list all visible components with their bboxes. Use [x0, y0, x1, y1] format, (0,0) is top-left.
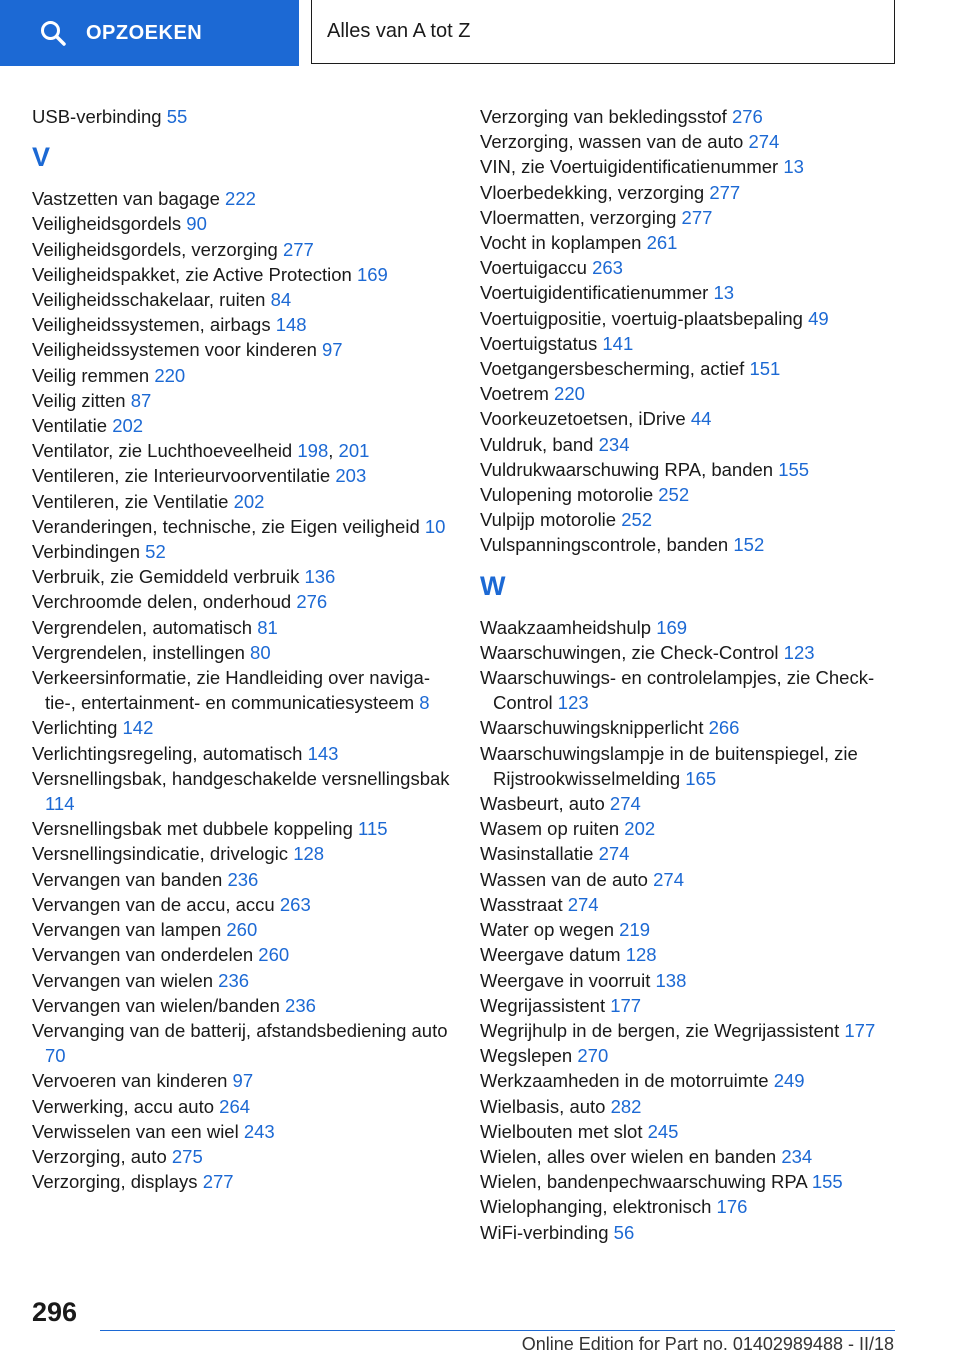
index-entry-text: Vulpijp motorolie: [480, 509, 617, 531]
index-entry: [32, 1119, 452, 1144]
page-link[interactable]: 274: [567, 893, 599, 915]
index-entry-text: Veiligheidsgordels: [32, 213, 182, 235]
page-link[interactable]: 245: [647, 1120, 679, 1142]
page-link[interactable]: 44: [690, 408, 712, 430]
index-entry-text: Verzorging, displays: [32, 1171, 198, 1193]
page-link[interactable]: 236: [285, 994, 316, 1016]
index-entry-text: Voertuigaccu: [480, 257, 587, 279]
index-entry: [480, 356, 900, 381]
page-link[interactable]: 220: [554, 383, 585, 405]
index-entry-text: Waarschuwingslampje in de buitenspiegel, zie Rijstrookwisselmelding: [480, 742, 858, 789]
index-entry-text: Versnellingsbak met dubbele koppeling: [32, 818, 353, 840]
index-entry: [32, 1068, 452, 1093]
index-entry-text: Voetgangersbescherming, actief: [480, 358, 745, 380]
index-entry: [480, 993, 900, 1018]
index-entry-text: Waarschuwingen, zie Check-Control: [480, 641, 779, 663]
page-link[interactable]: 252: [621, 509, 653, 531]
page-link[interactable]: 202: [624, 818, 656, 840]
section-letter: W: [480, 570, 506, 601]
page-link[interactable]: 142: [122, 717, 154, 739]
index-entry-text: Waakzaamheidshulp: [480, 616, 652, 638]
footer-divider: [100, 1330, 895, 1331]
page-link[interactable]: 201: [338, 440, 370, 462]
index-entry-text: USB-verbinding: [32, 106, 162, 127]
index-entry: [480, 1119, 900, 1144]
index-entry: [32, 665, 452, 715]
index-entry: [480, 1194, 900, 1219]
page-link[interactable]: 49: [808, 307, 829, 329]
index-entry-text: Vergrendelen, instellingen: [32, 641, 245, 663]
page-link[interactable]: 275: [171, 1145, 203, 1167]
index-entry: [480, 841, 900, 866]
index-entry: [32, 1094, 452, 1119]
index-entry: [480, 457, 900, 482]
page-link[interactable]: 276: [731, 106, 763, 127]
page-link[interactable]: 177: [610, 994, 642, 1016]
page-link[interactable]: 277: [202, 1171, 234, 1193]
index-entry-text: Veiligheidsgordels, verzorging: [32, 238, 278, 260]
index-entry: [32, 287, 452, 312]
index-entry: [480, 205, 900, 230]
page-link[interactable]: 169: [356, 263, 388, 285]
search-button[interactable]: [0, 0, 299, 66]
index-entry-text: Ventilator, zie Luchthoeveelheid: [32, 440, 293, 462]
index-entry-text: Vulspanningscontrole, banden: [480, 534, 729, 556]
index-entry: [32, 1144, 452, 1169]
page-link[interactable]: 277: [282, 238, 314, 260]
page-link[interactable]: 56: [613, 1221, 635, 1243]
index-entry-text: Vervanging van de batterij, afstandsbediening auto: [32, 1019, 448, 1041]
index-entry: [480, 1094, 900, 1119]
page-link[interactable]: 198: [297, 440, 329, 462]
search-icon: [40, 20, 66, 46]
index-entry-text: Veiligheidssystemen, airbags: [32, 314, 271, 336]
page-link[interactable]: 263: [592, 257, 623, 279]
index-entry-text: Vuldrukwaarschuwing RPA, banden: [480, 458, 774, 480]
page-link[interactable]: 128: [293, 843, 325, 865]
index-entry-text: Vloermatten, verzorging: [480, 206, 677, 228]
search-label: OPZOEKEN: [86, 21, 203, 44]
index-entry-text: Wasinstallatie: [480, 843, 594, 865]
index-entry: [480, 1169, 900, 1194]
index-entry-text: Verkeersinformatie, zie Handleiding over navigatie-, entertainment- en communicatiesysteem: [32, 667, 430, 714]
index-entry-text: Vloerbedekking, verzorging: [480, 181, 705, 203]
page-link[interactable]: 97: [232, 1070, 254, 1092]
index-entry-text: Verzorging, wassen van de auto: [480, 131, 744, 153]
index-entry: [32, 237, 452, 262]
index-entry: [480, 892, 900, 917]
page-link[interactable]: 52: [145, 541, 166, 563]
index-entry-text: Verlichting: [32, 717, 118, 739]
index-entry: [32, 463, 452, 488]
index-entry: [32, 489, 452, 514]
page-link[interactable]: 202: [112, 415, 144, 437]
page-link[interactable]: 264: [219, 1095, 251, 1117]
page-link[interactable]: 236: [227, 868, 259, 890]
index-entry: [480, 331, 900, 356]
page-link[interactable]: 177: [844, 1019, 876, 1041]
index-entry: [32, 993, 452, 1018]
index-entry-text: Versnellingsindicatie, drivelogic: [32, 843, 289, 865]
index-entry-text: Verwerking, accu auto: [32, 1095, 215, 1117]
index-entry-text: Vervangen van onderdelen: [32, 944, 254, 966]
index-entry: [32, 589, 452, 614]
index-entry-text: Wegrijhulp in de bergen, zie Wegrijassistent: [480, 1019, 840, 1041]
index-entry: [32, 262, 452, 287]
page-link[interactable]: 219: [619, 919, 651, 941]
index-entry: [480, 507, 900, 532]
index-entry-text: Veiligheidssystemen voor kinderen: [32, 339, 317, 361]
page-number: 296: [32, 1297, 78, 1327]
index-entry: [32, 615, 452, 640]
index-entry-text: Ventilatie: [32, 415, 108, 437]
index-entry-text: Water op wegen: [480, 919, 615, 941]
index-entry: [32, 968, 452, 993]
index-entry-text: Veiligheidspakket, zie Active Protection: [32, 263, 352, 285]
index-entry: [480, 942, 900, 967]
index-entry-text: Veranderingen, technische, zie Eigen veiligheid: [32, 515, 420, 537]
index-entry: [480, 816, 900, 841]
index-entry: [480, 104, 900, 129]
page-link[interactable]: 236: [218, 969, 250, 991]
page-link[interactable]: 70: [45, 1045, 66, 1067]
page-link[interactable]: 169: [656, 616, 688, 638]
index-entry-text: Ventileren, zie Interieurvoorventilatie: [32, 465, 331, 487]
index-entry-text: Vergrendelen, automatisch: [32, 616, 253, 638]
index-entry: [32, 715, 452, 740]
index-entry: [32, 413, 452, 438]
index-entry-text: Wasem op ruiten: [480, 818, 620, 840]
page-link[interactable]: 97: [322, 339, 343, 361]
page-link[interactable]: 176: [716, 1196, 748, 1218]
index-entry-text: Weergave in voorruit: [480, 969, 651, 991]
index-entry: [480, 791, 900, 816]
page-link[interactable]: 243: [243, 1120, 275, 1142]
page-link[interactable]: 13: [783, 156, 804, 178]
index-entry-text: Vervangen van de accu, accu: [32, 893, 275, 915]
page-link[interactable]: 123: [783, 641, 815, 663]
index-entry-text: Vervangen van lampen: [32, 919, 222, 941]
page-link[interactable]: 151: [749, 358, 781, 380]
index-entry: [480, 306, 900, 331]
page-link[interactable]: 260: [258, 944, 290, 966]
page-link[interactable]: 13: [713, 282, 735, 304]
page-link[interactable]: 270: [577, 1045, 609, 1067]
page-link[interactable]: 155: [778, 458, 810, 480]
index-entry: [32, 1018, 452, 1068]
index-entry-text: Wielen, bandenpechwaarschuwing RPA: [480, 1171, 807, 1193]
page-link[interactable]: 266: [708, 717, 740, 739]
index-entry-text: Wielbouten met slot: [480, 1120, 643, 1142]
index-entry: [480, 180, 900, 205]
page-link[interactable]: 90: [186, 213, 207, 235]
index-entry-text: Werkzaamheden in de motorruimte: [480, 1070, 769, 1092]
index-entry: [480, 1144, 900, 1169]
index-entry: [480, 230, 900, 255]
page-link[interactable]: 141: [602, 332, 634, 354]
page-link[interactable]: 115: [358, 818, 388, 840]
index-entry: [32, 388, 452, 413]
index-entry: [32, 514, 452, 539]
section-letter: V: [32, 142, 51, 173]
top-bar: [0, 0, 960, 66]
index-entry-text: VIN, zie Voertuigidentificatienummer: [480, 156, 779, 178]
page-link[interactable]: 274: [609, 793, 641, 815]
index-entry: [480, 615, 900, 640]
index-entry: [480, 1043, 900, 1068]
index-entry-text: Versnellingsbak, handgeschakelde versnellingsbak: [32, 767, 450, 789]
index-entry-text: Wielen, alles over wielen en banden: [480, 1145, 777, 1167]
page-link[interactable]: 8: [419, 692, 430, 714]
index-entry-text: Voertuigidentificatienummer: [480, 282, 709, 304]
page-link[interactable]: 203: [335, 465, 367, 487]
index-entry-text: Wegslepen: [480, 1045, 573, 1067]
page-link[interactable]: 276: [296, 591, 328, 613]
page-link[interactable]: 234: [781, 1145, 813, 1167]
index-entry: [480, 917, 900, 942]
index-column-right: [480, 104, 900, 1245]
index-entry-text: Verzorging, auto: [32, 1145, 167, 1167]
index-entry: [32, 766, 452, 816]
page-link[interactable]: 155: [811, 1171, 843, 1193]
page-link[interactable]: 277: [709, 181, 741, 203]
index-entry-text: Vervoeren van kinderen: [32, 1070, 228, 1092]
index-entry-text: Verchroomde delen, onderhoud: [32, 591, 292, 613]
index-entry: [480, 1018, 900, 1043]
index-entry-text: WiFi-verbinding: [480, 1221, 609, 1243]
index-entry: [32, 841, 452, 866]
index-entry-text: Verlichtingsregeling, automatisch: [32, 742, 303, 764]
index-entry: [32, 186, 452, 211]
index-entry: [480, 640, 900, 665]
index-entry: [32, 539, 452, 564]
page-link[interactable]: 261: [646, 232, 678, 254]
index-entry: [32, 867, 452, 892]
page-link[interactable]: 81: [257, 616, 278, 638]
page-link[interactable]: 123: [557, 692, 589, 714]
page-link[interactable]: 80: [250, 641, 271, 663]
index-entry-text: Vervangen van wielen/banden: [32, 994, 280, 1016]
page-link[interactable]: 202: [233, 490, 265, 512]
index-entry-text: Vulopening motorolie: [480, 484, 654, 506]
index-entry: [480, 280, 900, 305]
index-entry-text: Wassen van de auto: [480, 868, 648, 890]
page-link[interactable]: 249: [773, 1070, 805, 1092]
index-entry-text: Wielophanging, elektronisch: [480, 1196, 712, 1218]
page-link[interactable]: 136: [304, 566, 336, 588]
index-entry-text: Veilig remmen: [32, 364, 150, 386]
index-entry: [32, 211, 452, 236]
index-entry-text: Vocht in koplampen: [480, 232, 642, 254]
index-entry-text: Wasstraat: [480, 893, 563, 915]
index-entry-text: Vervangen van wielen: [32, 969, 214, 991]
index-entry-text: Verzorging van bekledingsstof: [480, 106, 727, 127]
index-entry: [32, 816, 452, 841]
index-entry: [480, 1220, 900, 1245]
index-entry-text: Verbruik, zie Gemiddeld verbruik: [32, 566, 300, 588]
index-entry-text: Wegrijassistent: [480, 994, 606, 1016]
index-entry: [480, 255, 900, 280]
index-entry-text: Verwisselen van een wiel: [32, 1120, 239, 1142]
index-entry: [480, 741, 900, 791]
index-entry: [32, 363, 452, 388]
index-entry: [480, 381, 900, 406]
index-entry-text: Waarschuwings- en controlelampjes, zie Check-Control: [480, 667, 875, 714]
page-link[interactable]: 10: [424, 515, 446, 537]
index-entry: [480, 1068, 900, 1093]
index-entry: [32, 942, 452, 967]
index-entry: [480, 665, 900, 715]
index-entry-text: Verbindingen: [32, 541, 141, 563]
page-link[interactable]: 143: [307, 742, 339, 764]
index-entry: [480, 406, 900, 431]
index-entry: [32, 741, 452, 766]
index-entry: [480, 968, 900, 993]
page-link[interactable]: 87: [130, 389, 152, 411]
index-entry: Ventilator, zie Luchthoeveelheid 198, 201: [32, 440, 370, 462]
index-entry-text: Wasbeurt, auto: [480, 793, 605, 815]
page-link[interactable]: 260: [226, 919, 258, 941]
index-entry-text: Voetrem: [480, 383, 549, 405]
page-link[interactable]: 128: [625, 944, 657, 966]
page-link[interactable]: 220: [154, 364, 186, 386]
page-title: Alles van A tot Z: [311, 0, 895, 64]
index-entry: [480, 482, 900, 507]
page-link[interactable]: 274: [748, 131, 780, 153]
index-entry: [32, 564, 452, 589]
page-link[interactable]: 222: [225, 188, 256, 210]
page-link[interactable]: 263: [279, 893, 311, 915]
page-link[interactable]: 152: [733, 534, 765, 556]
edition-text: Online Edition for Part no. 01402989488 - II/18: [521, 1334, 894, 1354]
page-link[interactable]: 282: [610, 1095, 642, 1117]
index-entry-text: Wielbasis, auto: [480, 1095, 606, 1117]
index-entry-text: Voorkeuzetoetsen, iDrive: [480, 408, 686, 430]
index-entry-text: Vervangen van banden: [32, 868, 223, 890]
page-link[interactable]: 274: [653, 868, 684, 890]
index-entry: [32, 917, 452, 942]
index-entry-text: Vastzetten van bagage: [32, 188, 220, 210]
page-link[interactable]: 165: [685, 767, 717, 789]
index-entry: [480, 129, 900, 154]
index-entry-text: Veilig zitten: [32, 389, 126, 411]
index-entry: [480, 154, 900, 179]
index-entry: [480, 715, 900, 740]
index-column-left: [32, 104, 452, 1194]
index-entry: [32, 337, 452, 362]
index-entry-text: Voertuigstatus: [480, 332, 598, 354]
index-entry-text: Vuldruk, band: [480, 433, 594, 455]
page-link[interactable]: 84: [270, 289, 292, 311]
page-link[interactable]: 252: [658, 484, 690, 506]
index-entry: [480, 432, 900, 457]
index-entry: [32, 640, 452, 665]
page-link[interactable]: 274: [598, 843, 630, 865]
index-entry: [32, 892, 452, 917]
index-entry: [480, 867, 900, 892]
index-entry-text: Weergave datum: [480, 944, 621, 966]
page-link[interactable]: 55: [166, 106, 188, 127]
index-entry: [32, 1169, 452, 1194]
index-entry-text: Voertuigpositie, voertuig-plaatsbepaling: [480, 307, 803, 329]
page-link[interactable]: 234: [598, 433, 630, 455]
index-entry-text: Waarschuwingsknipperlicht: [480, 717, 704, 739]
page-link[interactable]: 277: [681, 206, 713, 228]
index-entry-text: Veiligheidsschakelaar, ruiten: [32, 289, 266, 311]
page-link[interactable]: 138: [655, 969, 687, 991]
index-entry-text: Ventileren, zie Ventilatie: [32, 490, 229, 512]
page-link[interactable]: 114: [45, 793, 75, 815]
index-entry: [32, 312, 452, 337]
page-link[interactable]: 148: [275, 314, 307, 336]
